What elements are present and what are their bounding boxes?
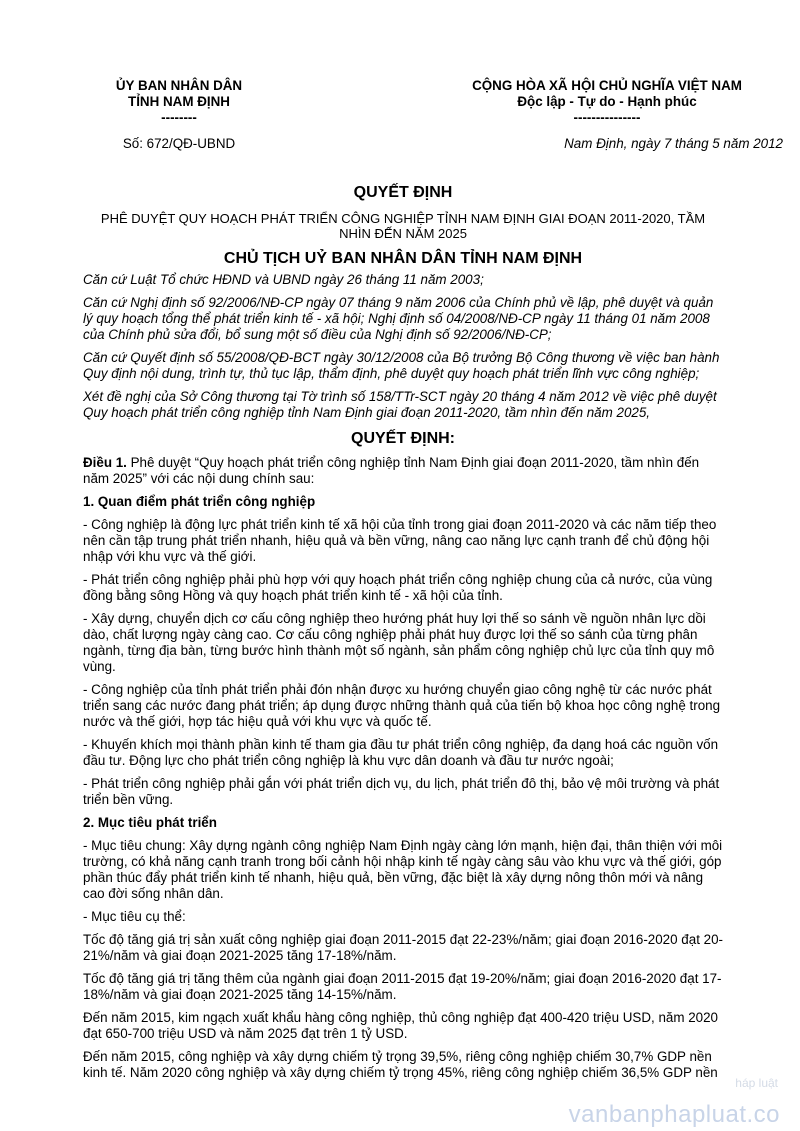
- watermark: vanbanphapluat.co: [568, 1101, 780, 1128]
- section-2-paragraph: Tốc độ tăng giá trị tăng thêm của ngành giai đoạn 2011-2015 đạt 19-20%/năm; giai đoạn 2016-2020 đạt 17-18%/năm và giai đoạn 2021-2025 tăng 14-15%/năm.: [83, 971, 722, 1002]
- document-header: [83, 78, 742, 126]
- basis-paragraph: Xét đề nghị của Sở Công thương tại Tờ trình số 158/TTr-SCT ngày 20 tháng 4 năm 2012 về việc phê duyệt Quy hoạch phát triển công nghiệp tỉnh Nam Định giai đoạn 2011-2020, tầm nhìn đến năm 2025,: [83, 389, 717, 420]
- section-1-paragraph: - Công nghiệp của tỉnh phát triển phải đón nhận được xu hướng chuyển giao công nghệ từ các nước phát triển sang các nước đang phát triển; áp dụng được những thành quả của tiến bộ khoa học công nghệ trong nước và thế giới, hợp tác hiệu quả với khu vực và quốc tế.: [83, 682, 721, 729]
- section-2-paragraph: Tốc độ tăng giá trị sản xuất công nghiệp giai đoạn 2011-2015 đạt 22-23%/năm; giai đoạn 2016-2020 đạt 20-21%/năm và giai đoạn 2021-2025 tăng 17-18%/năm.: [83, 932, 723, 963]
- authority-line-2: TỈNH NAM ĐỊNH: [128, 94, 230, 109]
- article-1: [83, 455, 723, 487]
- section-1-paragraph: - Phát triển công nghiệp phải phù hợp với quy hoạch phát triển công nghiệp chung của cả nước, của vùng đồng bằng sông Hồng và quy hoạch phát triển kinh tế - xã hội của tỉnh.: [83, 572, 713, 603]
- section-2-heading: 2. Mục tiêu phát triển: [83, 815, 217, 830]
- motto-divider: ---------------: [573, 110, 641, 125]
- section-1-paragraph: - Phát triển công nghiệp phải gắn với phát triển dịch vụ, du lịch, phát triển đô thị, bảo vệ môi trường và phát triển bền vững.: [83, 776, 720, 807]
- section-1-paragraph: - Công nghiệp là động lực phát triển kinh tế xã hội của tỉnh trong giai đoạn 2011-2020 và các năm tiếp theo nên cần tập trung phát triển nhanh, hiệu quả và bền vững, nâng cao năng lực cạnh tranh để chủ động hội nhập với khu vực và thế giới.: [83, 517, 717, 564]
- motto: Độc lập - Tự do - Hạnh phúc: [517, 94, 697, 109]
- section-1-paragraph: - Khuyến khích mọi thành phần kinh tế tham gia đầu tư phát triển công nghiệp, đa dạng hoá các nguồn vốn đầu tư. Động lực cho phát triển công nghiệp là khu vực dân doanh và đầu tư nước ngoài;: [83, 737, 719, 768]
- authority-divider: --------: [161, 110, 197, 125]
- section-2-paragraph: - Mục tiêu cụ thể:: [83, 909, 186, 924]
- place-date: Nam Định, ngày 7 tháng 5 năm 2012: [564, 136, 783, 151]
- document-title: QUYẾT ĐỊNH: [353, 184, 453, 201]
- section-1-paragraph: - Xây dựng, chuyển dịch cơ cấu công nghiệp theo hướng phát huy lợi thế so sánh về nguồn nhân lực dồi dào, chất lượng ngày càng cao. Cơ cấu công nghiệp phải phát huy được lợi thế so sánh của từng phân ngành, từng địa bàn, từng bước hình thành một số ngành, sản phẩm công nghiệp chủ lực của tỉnh quy mô vùng.: [83, 611, 715, 674]
- decision-heading: QUYẾT ĐỊNH:: [351, 430, 455, 447]
- article-1-text: Phê duyệt “Quy hoạch phát triển công nghiệp tỉnh Nam Định giai đoạn 2011-2020, tầm nhìn đến năm 2025” với các nội dung chính sau:: [83, 455, 700, 486]
- basis-paragraph: Căn cứ Nghị định số 92/2006/NĐ-CP ngày 07 tháng 9 năm 2006 của Chính phủ về lập, phê duyệt và quản lý quy hoạch tổng thể phát triển kinh tế - xã hội; Nghị định số 04/2008/NĐ-CP ngày 11 tháng 01 năm 2008 của Chính phủ sửa đổi, bổ sung một số điều của Nghị định số 92/2006/NĐ-CP;: [83, 295, 714, 342]
- section-2-paragraph: Đến năm 2015, kim ngạch xuất khẩu hàng công nghiệp, thủ công nghiệp đạt 400-420 triệu USD, năm 2020 đạt 650-700 triệu USD và năm 2025 đạt trên 1 tỷ USD.: [83, 1010, 719, 1041]
- number-date-row: [83, 136, 783, 152]
- article-1-label: Điều 1.: [83, 455, 127, 470]
- national-motto: [437, 78, 777, 126]
- issuing-authority-heading: CHỦ TỊCH UỶ BAN NHÂN DÂN TỈNH NAM ĐỊNH: [223, 250, 583, 267]
- basis-paragraph: Căn cứ Luật Tổ chức HĐND và UBND ngày 26 tháng 11 năm 2003;: [83, 272, 484, 287]
- document-number: Số: 672/QĐ-UBND: [122, 136, 236, 151]
- country-name: CỘNG HÒA XÃ HỘI CHỦ NGHĨA VIỆT NAM: [472, 78, 742, 93]
- legal-basis: [83, 272, 723, 421]
- issuing-authority: [79, 78, 279, 126]
- authority-line-1: ỦY BAN NHÂN DÂN: [115, 78, 243, 93]
- document-subtitle: PHÊ DUYỆT QUY HOẠCH PHÁT TRIỂN CÔNG NGHIỆP TỈNH NAM ĐỊNH GIAI ĐOẠN 2011-2020, TẦM NHÌN ĐẾN NĂM 2025: [100, 211, 706, 241]
- section-2-paragraph: - Mục tiêu chung: Xây dựng ngành công nghiệp Nam Định ngày càng lớn mạnh, hiện đại, thân thiện với môi trường, có khả năng cạnh tranh trong bối cảnh hội nhập kinh tế ngày càng sâu vào khu vực và thế giới, góp phần thúc đẩy phát triển kinh tế nhanh, hiệu quả, bền vững, đặc biệt là xây dựng nông thôn mới và nâng cao đời sống nhân dân.: [83, 838, 723, 901]
- basis-paragraph: Căn cứ Quyết định số 55/2008/QĐ-BCT ngày 30/12/2008 của Bộ trưởng Bộ Công thương về việc ban hành Quy định nội dung, trình tự, thủ tục lập, thẩm định, phê duyệt quy hoạch phát triển lĩnh vực công nghiệp;: [83, 350, 720, 381]
- watermark-small: háp luật: [735, 1076, 778, 1090]
- section-1-heading: 1. Quan điểm phát triển công nghiệp: [83, 494, 316, 509]
- section-2-paragraph: Đến năm 2015, công nghiệp và xây dựng chiếm tỷ trọng 39,5%, riêng công nghiệp chiếm 30,7% GDP nền kinh tế. Năm 2020 công nghiệp và xây dựng chiếm tỷ trọng 45%, riêng công nghiệp chiếm 36,5% GDP nền: [83, 1049, 718, 1080]
